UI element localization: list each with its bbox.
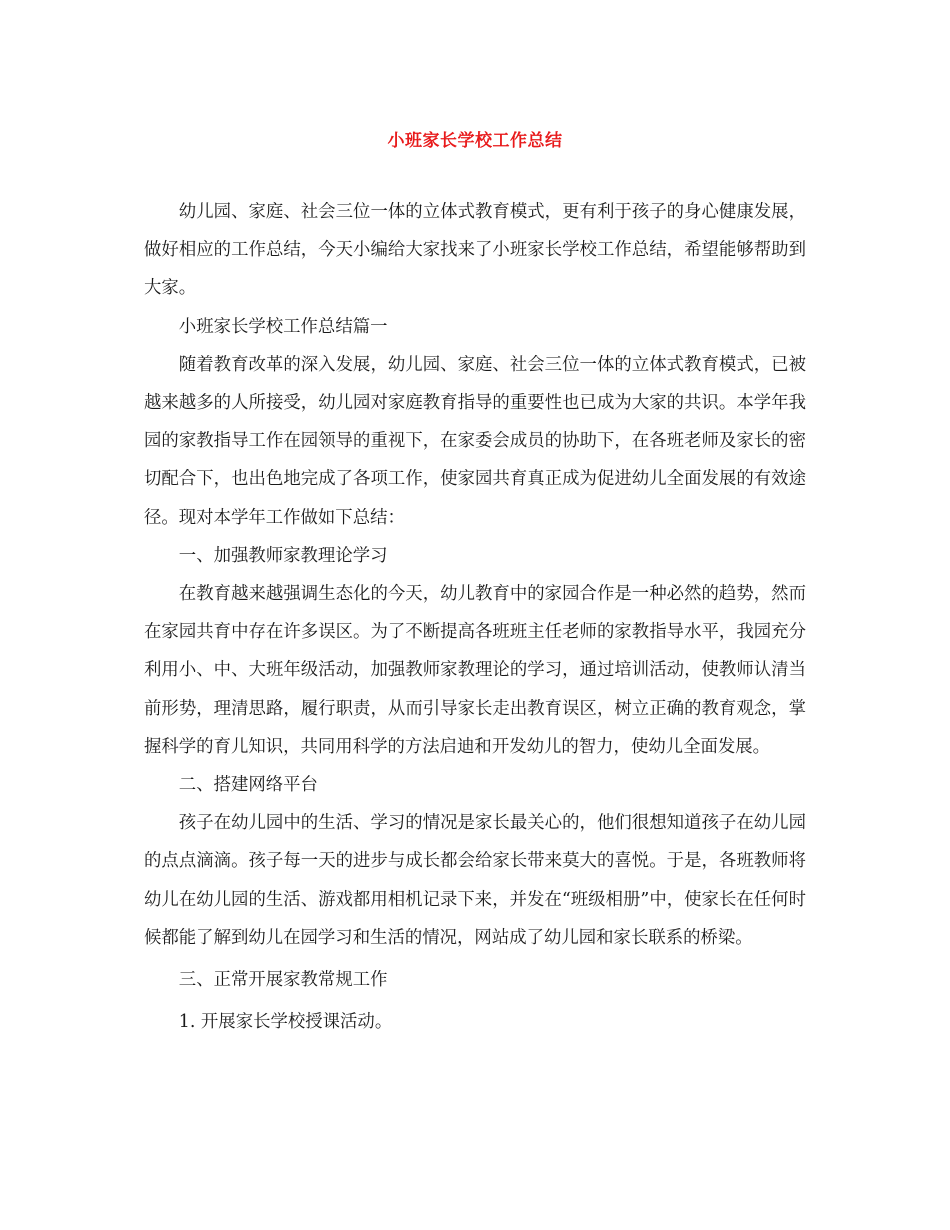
- body-paragraph: 随着教育改革的深入发展，幼儿园、家庭、社会三位一体的立体式教育模式，已被越来越多的人所接受，幼儿园对家庭教育指导的重要性也已成为大家的共识。本学年我园的家教指导工作在园领导的重视下，在家委会成员的协助下，在各班老师及家长的密切配合下，也出色地完成了各项工作，使家园共育真正成为促进幼儿全面发展的有效途径。现对本学年工作做如下总结：: [144, 354, 806, 528]
- section-heading-2: 二、搭建网络平台: [178, 775, 318, 796]
- document-title: 小班家长学校工作总结: [387, 131, 563, 151]
- list-item: 1. 开展家长学校授课活动。: [178, 1012, 393, 1033]
- document-body: [144, 193, 806, 1041]
- section-heading-3: 三、正常开展家教常规工作: [178, 970, 388, 991]
- body-paragraph: 在教育越来越强调生态化的今天，幼儿教育中的家园合作是一种必然的趋势，然而在家园共育中存在许多误区。为了不断提高各班班主任老师的家教指导水平，我园充分利用小、中、大班年级活动，加强教师家教理论的学习，通过培训活动，使教师认清当前形势，理清思路，履行职责，从而引导家长走出教育误区，树立正确的教育观念，掌握科学的育儿知识，共同用科学的方法启迪和开发幼儿的智力，使幼儿全面发展。: [144, 584, 806, 757]
- body-paragraph: 孩子在幼儿园中的生活、学习的情况是家长最关心的，他们很想知道孩子在幼儿园的点点滴滴。孩子每一天的进步与成长都会给家长带来莫大的喜悦。于是，各班教师将幼儿在幼儿园的生活、游戏都用相机记录下来，并发在“班级相册”中，使家长在任何时候都能了解到幼儿在园学习和生活的情况，网站成了幼儿园和家长联系的桥梁。: [144, 813, 806, 948]
- intro-paragraph: 幼儿园、家庭、社会三位一体的立体式教育模式，更有利于孩子的身心健康发展，做好相应的工作总结，今天小编给大家找来了小班家长学校工作总结，希望能够帮助到大家。: [144, 202, 806, 299]
- section-heading-1: 一、加强教师家教理论学习: [178, 545, 388, 566]
- section-heading-part-one: 小班家长学校工作总结篇一: [178, 316, 388, 337]
